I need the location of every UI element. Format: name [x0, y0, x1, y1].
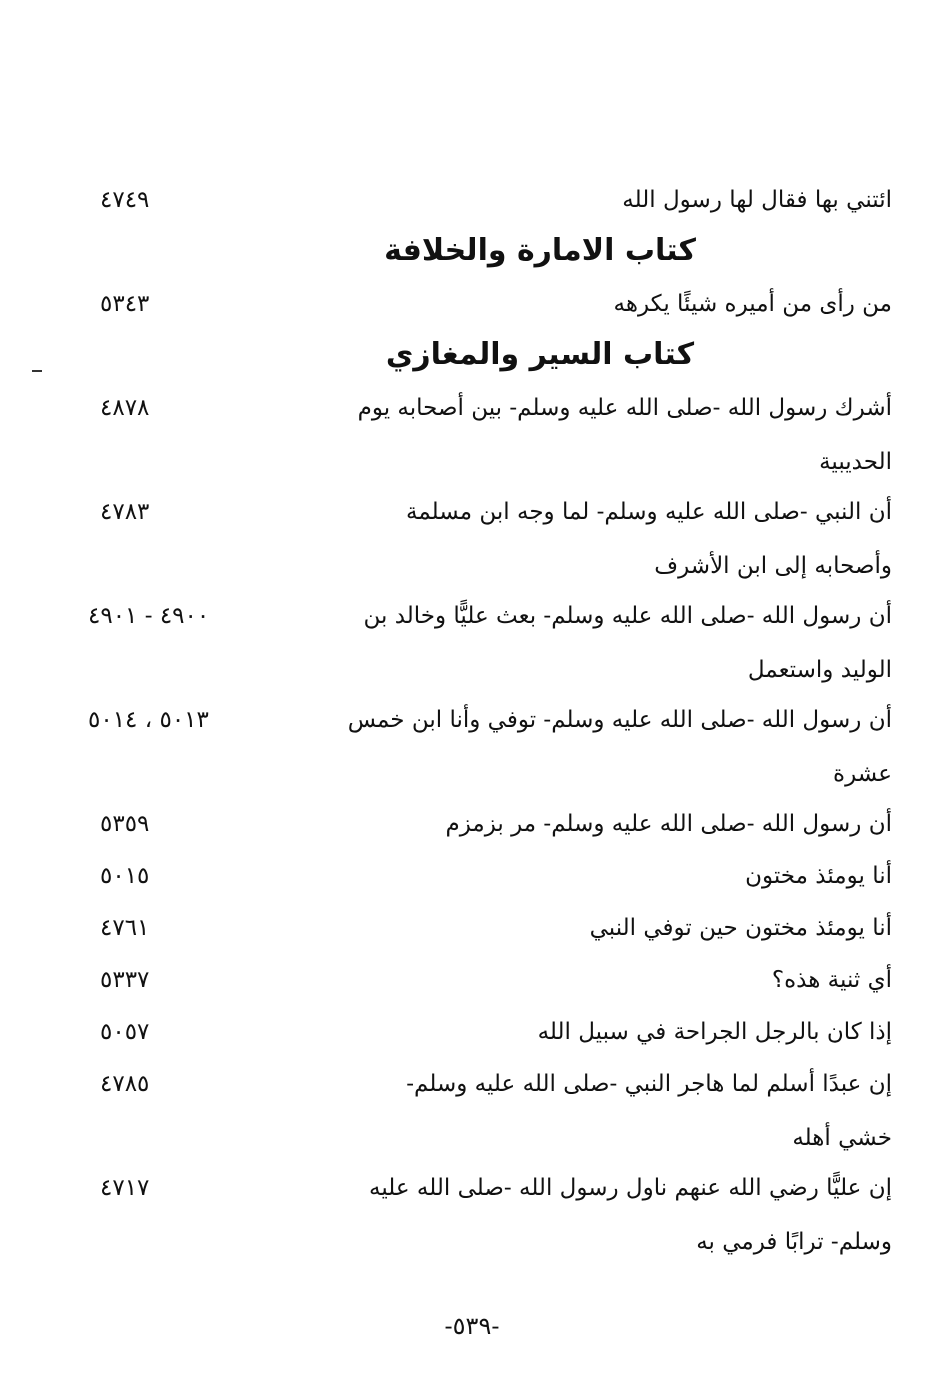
entry-text: إذا كان بالرجل الجراحة في سبيل الله: [537, 1019, 892, 1045]
entry-text: أن رسول الله -صلى الله عليه وسلم- مر بزمزم: [445, 811, 892, 837]
entry-text: إن عليًّا رضي الله عنهم ناول رسول الله -صلى الله عليه: [369, 1175, 892, 1201]
entry-number: ٤٧١٧: [100, 1175, 150, 1201]
index-entry: [0, 1060, 944, 1112]
entry-text: ائتني بها فقال لها رسول الله: [622, 187, 892, 213]
index-entry-continuation: [0, 542, 944, 594]
index-entry-continuation: [0, 438, 944, 490]
index-entry: [0, 176, 944, 228]
index-entry: [0, 592, 944, 644]
entry-number: ٤٧٦١: [100, 915, 150, 941]
index-entry-continuation: [0, 1114, 944, 1166]
entry-number: ٤٧٨٥: [100, 1071, 150, 1097]
entry-text: إن عبدًا أسلم لما هاجر النبي -صلى الله عليه وسلم-: [406, 1071, 892, 1097]
entry-text: الحديبية: [819, 449, 892, 475]
index-entry: [0, 852, 944, 904]
index-entry: [0, 384, 944, 436]
entry-number: ٥٠١٣ ، ٥٠١٤: [88, 707, 209, 733]
index-entry: [0, 1008, 944, 1060]
index-entry: [0, 904, 944, 956]
page-number: -٥٣٩-: [444, 1312, 500, 1340]
section-heading: كتاب السير والمغازي: [385, 337, 695, 372]
index-entry: [0, 1164, 944, 1216]
entry-text: من رأى من أميره شيئًا يكرهه: [613, 291, 892, 317]
entry-number: ٥٠١٥: [100, 863, 150, 889]
entry-number: ٥٣٤٣: [100, 291, 150, 317]
entry-text: أن رسول الله -صلى الله عليه وسلم- بعث عليًّا وخالد بن: [363, 603, 892, 629]
entry-number: ٥٠٥٧: [100, 1019, 150, 1045]
entry-text: الوليد واستعمل: [747, 657, 892, 683]
index-entry: [0, 956, 944, 1008]
index-entry: [0, 696, 944, 748]
section-heading: كتاب الامارة والخلافة: [384, 233, 696, 268]
entry-text: أن النبي -صلى الله عليه وسلم- لما وجه ابن مسلمة: [406, 499, 892, 525]
entry-text: خشي أهله: [792, 1125, 892, 1151]
index-entry-continuation: [0, 1218, 944, 1270]
entry-number: ٥٣٥٩: [100, 811, 150, 837]
entry-number: ٤٧٤٩: [100, 187, 150, 213]
entry-text: أشرك رسول الله -صلى الله عليه وسلم- بين أصحابه يوم: [357, 395, 892, 421]
index-entry: [0, 488, 944, 540]
entry-text: أي ثنية هذه؟: [771, 967, 892, 993]
index-entry-continuation: [0, 750, 944, 802]
index-entry-continuation: [0, 646, 944, 698]
entry-text: أنا يومئذ مختون: [745, 863, 892, 889]
entry-text: وسلم- ترابًا فرمي به: [696, 1229, 892, 1255]
index-entry: [0, 800, 944, 852]
entry-text: وأصحابه إلى ابن الأشرف: [654, 553, 892, 579]
entry-text: عشرة: [833, 761, 892, 787]
margin-mark: [32, 370, 42, 372]
entry-number: ٤٩٠٠ - ٤٩٠١: [88, 603, 210, 629]
entry-text: أن رسول الله -صلى الله عليه وسلم- توفي وأنا ابن خمس: [347, 707, 892, 733]
index-entry: [0, 280, 944, 332]
entry-number: ٥٣٣٧: [100, 967, 150, 993]
entry-text: أنا يومئذ مختون حين توفي النبي: [589, 915, 892, 941]
entry-number: ٤٨٧٨: [100, 395, 150, 421]
entry-number: ٤٧٨٣: [100, 499, 150, 525]
